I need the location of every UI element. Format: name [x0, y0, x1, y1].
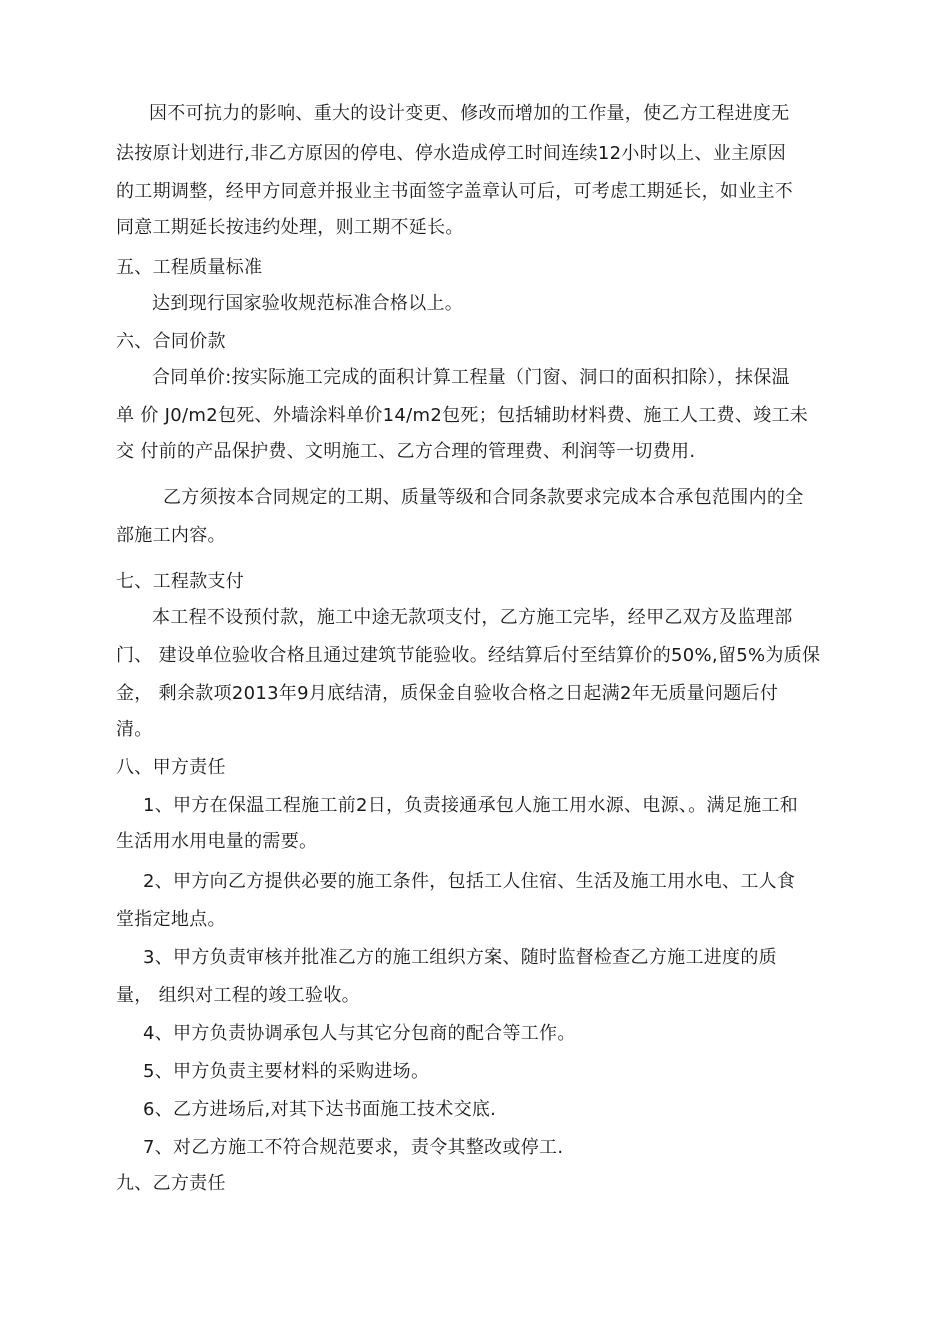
- paragraph-line: 合同单价:按实际施工完成的面积计算工程量（门窗、洞口的面积扣除），抹保温: [152, 367, 790, 388]
- paragraph-line: 因不可抗力的影响、重大的设计变更、修改而增加的工作量，使乙方工程进度无: [149, 103, 790, 124]
- list-item: 1、甲方在保温工程施工前2日，负责接通承包人施工用水源、电源、。满足施工和: [143, 795, 799, 816]
- paragraph-line: 金， 剩余款项2013年9月底结清，质保金自验收合格之日起满2年无质量问题后付: [116, 683, 779, 704]
- section-heading: 六、合同价款: [116, 331, 226, 352]
- list-item: 2、甲方向乙方提供必要的施工条件，包括工人住宿、生活及施工用水电、工人食: [143, 871, 796, 892]
- paragraph-line: 法按原计划进行,非乙方原因的停电、停水造成停工时间连续12小时以上、业主原因: [116, 143, 787, 164]
- paragraph-line: 部施工内容。: [116, 525, 226, 546]
- paragraph-line: 量， 组织对工程的竣工验收。: [116, 985, 360, 1006]
- paragraph-line: 清。: [116, 719, 153, 740]
- paragraph-line: 生活用水用电量的需要。: [116, 831, 318, 852]
- list-item: 3、甲方负责审核并批准乙方的施工组织方案、随时监督检查乙方施工进度的质: [143, 947, 777, 968]
- list-item: 6、乙方进场后,对其下达书面施工技术交底.: [143, 1099, 497, 1120]
- section-heading: 八、甲方责任: [116, 757, 226, 778]
- paragraph-line: 同意工期延长按违约处理，则工期不延长。: [116, 217, 464, 238]
- section-heading: 五、工程质量标准: [116, 257, 263, 278]
- list-item: 7、对乙方施工不符合规范要求，责令其整改或停工.: [143, 1137, 564, 1158]
- paragraph-line: 堂指定地点。: [116, 909, 226, 930]
- list-item: 5、甲方负责主要材料的采购进场。: [143, 1061, 430, 1082]
- section-heading: 七、工程款支付: [116, 571, 245, 592]
- paragraph-line: 交 付前的产品保护费、文明施工、乙方合理的管理费、利润等一切费用.: [116, 441, 696, 462]
- paragraph-line: 本工程不设预付款，施工中途无款项支付，乙方施工完毕，经甲乙双方及监理部: [152, 607, 793, 628]
- list-item: 4、甲方负责协调承包人与其它分包商的配合等工作。: [143, 1023, 576, 1044]
- paragraph-line: 乙方须按本合同规定的工期、质量等级和合同条款要求完成本合承包范围内的全: [163, 487, 804, 508]
- paragraph-line: 门、 建设单位验收合格且通过建筑节能验收。经结算后付至结算价的50%,留5%为质保: [116, 645, 821, 666]
- paragraph-line: 的工期调整，经甲方同意并报业主书面签字盖章认可后，可考虑工期延长，如业主不: [116, 181, 794, 202]
- paragraph-line: 达到现行国家验收规范标准合格以上。: [152, 293, 464, 314]
- section-heading: 九、乙方责任: [116, 1173, 226, 1194]
- paragraph-line: 单 价 J0/m2包死、外墙涂料单价14/m2包死；包括辅助材料费、施工人工费、竣工未: [116, 405, 809, 426]
